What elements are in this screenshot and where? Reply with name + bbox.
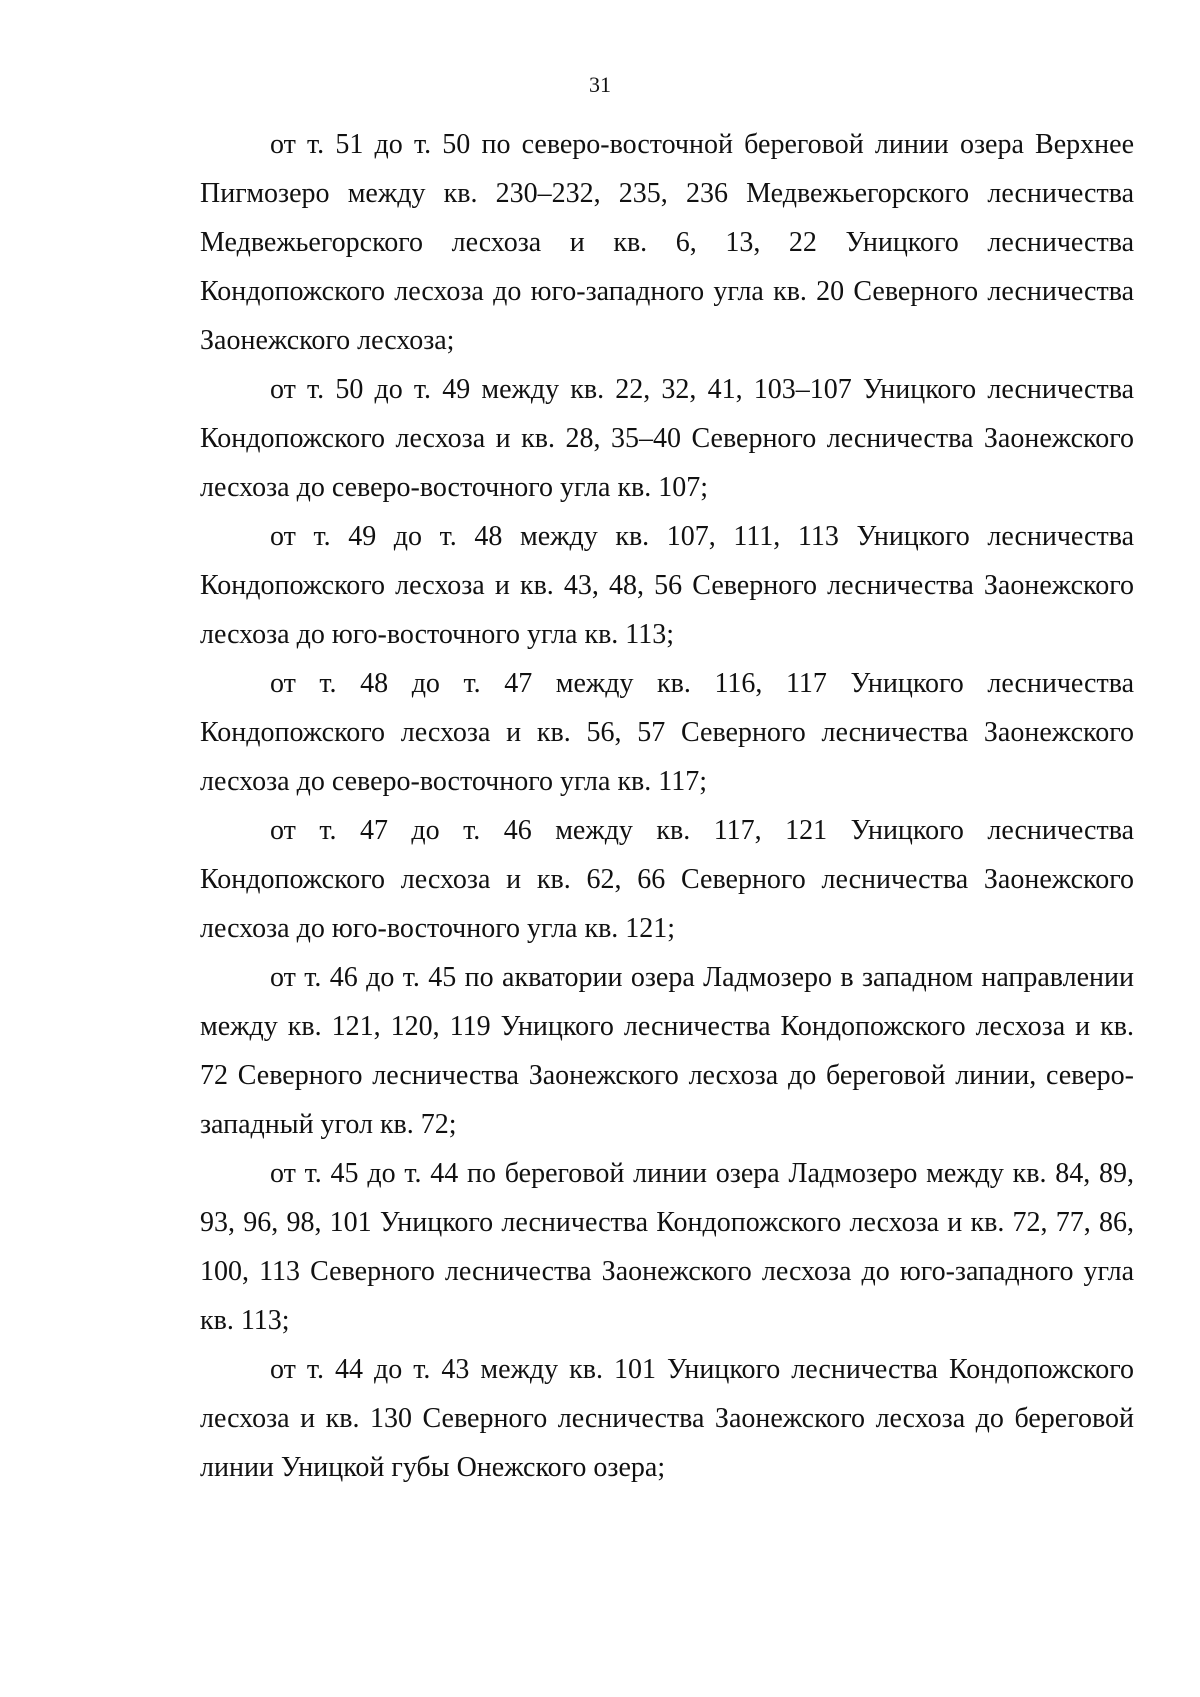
document-body	[200, 120, 1134, 1492]
paragraph: от т. 45 до т. 44 по береговой линии озера Ладмозеро между кв. 84, 89, 93, 96, 98, 101 Уницкого лесничества Кондопожского лесхоза и кв. 72, 77, 86, 100, 113 Северного лесничества Заонежского лесхоза до юго-западного угла кв. 113;	[200, 1158, 1134, 1336]
paragraph: от т. 49 до т. 48 между кв. 107, 111, 113 Уницкого лесничества Кондопожского лесхоза и кв. 43, 48, 56 Северного лесничества Заонежского лесхоза до юго-восточного угла кв. 113;	[200, 521, 1134, 650]
page-number: 31	[589, 72, 611, 97]
paragraph: от т. 48 до т. 47 между кв. 116, 117 Уницкого лесничества Кондопожского лесхоза и кв. 56, 57 Северного лесничества Заонежского лесхоза до северо-восточного угла кв. 117;	[200, 668, 1134, 797]
paragraph: от т. 50 до т. 49 между кв. 22, 32, 41, 103–107 Уницкого лесничества Кондопожского лесхоза и кв. 28, 35–40 Северного лесничества Заонежского лесхоза до северо-восточного угла кв. 107;	[200, 374, 1134, 503]
paragraph: от т. 44 до т. 43 между кв. 101 Уницкого лесничества Кондопожского лесхоза и кв. 130 Северного лесничества Заонежского лесхоза до береговой линии Уницкой губы Онежского озера;	[200, 1354, 1134, 1483]
paragraph: от т. 46 до т. 45 по акватории озера Ладмозеро в западном направлении между кв. 121, 120, 119 Уницкого лесничества Кондопожского лесхоза и кв. 72 Северного лесничества Заонежского лесхоза до береговой линии, северо-западный угол кв. 72;	[200, 962, 1134, 1140]
paragraph: от т. 47 до т. 46 между кв. 117, 121 Уницкого лесничества Кондопожского лесхоза и кв. 62, 66 Северного лесничества Заонежского лесхоза до юго-восточного угла кв. 121;	[200, 815, 1134, 944]
paragraph: от т. 51 до т. 50 по северо-восточной береговой линии озера Верхнее Пигмозеро между кв. 230–232, 235, 236 Медвежьегорского лесничества Медвежьегорского лесхоза и кв. 6, 13, 22 Уницкого лесничества Кондопожского лесхоза до юго-западного угла кв. 20 Северного лесничества Заонежского лесхоза;	[200, 129, 1134, 356]
